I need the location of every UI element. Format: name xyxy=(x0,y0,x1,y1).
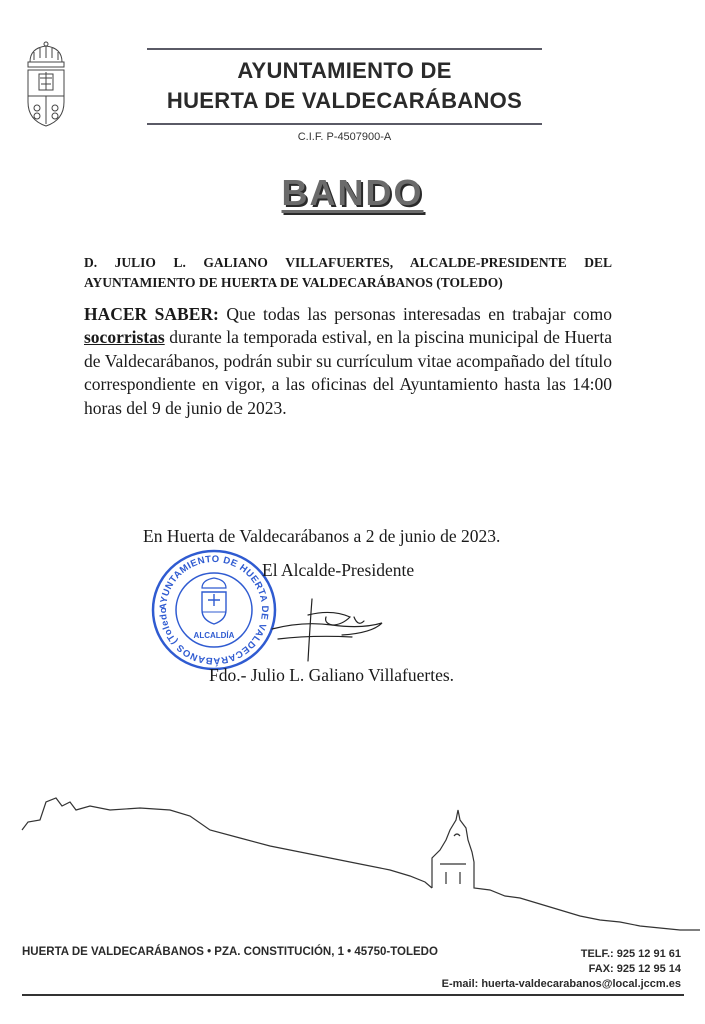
body-text-part2: durante la temporada estival, en la piscina municipal de Huerta de Valdecarábanos, podrán subir su currículum vitae acompañado del título correspondiente en vigor, a las oficinas del Ayuntamiento hasta las 14:00 horas del 9 de junio de 2023. xyxy=(84,327,612,418)
stamp-center-text: ALCALDÍA xyxy=(193,631,235,640)
place-date: En Huerta de Valdecarábanos a 2 de junio de 2023. xyxy=(143,526,501,546)
signed-by: Fdo.- Julio L. Galiano Villafuertes. xyxy=(209,665,455,685)
footer-address: HUERTA DE VALDECARÁBANOS • PZA. CONSTITUCIÓN, 1 • 45750-TOLEDO xyxy=(22,946,438,958)
document-heading: BANDO xyxy=(281,172,424,213)
handwritten-signature-icon xyxy=(262,595,402,665)
footer-phone: TELF.: 925 12 91 61 xyxy=(580,948,681,960)
body-text-part1: Que todas las personas interesadas en trabajar como xyxy=(218,304,612,324)
header-rule-top xyxy=(147,48,542,50)
stamp-ring-textpath: AYUNTAMIENTO DE HUERTA DE VALDECARÁBANOS (Toledo xyxy=(157,553,271,667)
cif-number: C.I.F. P-4507900-A xyxy=(297,131,392,143)
body-highlight: socorristas xyxy=(84,327,165,348)
letterhead-title-line2: HUERTA DE VALDECARÁBANOS xyxy=(166,88,523,113)
announcement-body xyxy=(84,303,612,420)
footer-fax: FAX: 925 12 95 14 xyxy=(588,963,681,975)
body-lead: HACER SABER: xyxy=(84,304,219,324)
mayor-statement: D. JULIO L. GALIANO VILLAFUERTES, ALCALDE-PRESIDENTE DEL AYUNTAMIENTO DE HUERTA DE VALDECARÁBANOS (TOLEDO) xyxy=(84,255,612,290)
coat-of-arms-icon xyxy=(22,40,70,132)
footer-rule xyxy=(22,994,684,996)
letterhead-title-line1: AYUNTAMIENTO DE xyxy=(237,58,452,83)
footer-email: E-mail: huerta-valdecarabanos@local.jccm.es xyxy=(441,978,681,990)
official-stamp-icon xyxy=(150,548,278,672)
header-rule-bottom xyxy=(147,123,542,125)
signer-role: El Alcalde-Presidente xyxy=(262,560,415,580)
skyline-drawing xyxy=(0,780,705,940)
